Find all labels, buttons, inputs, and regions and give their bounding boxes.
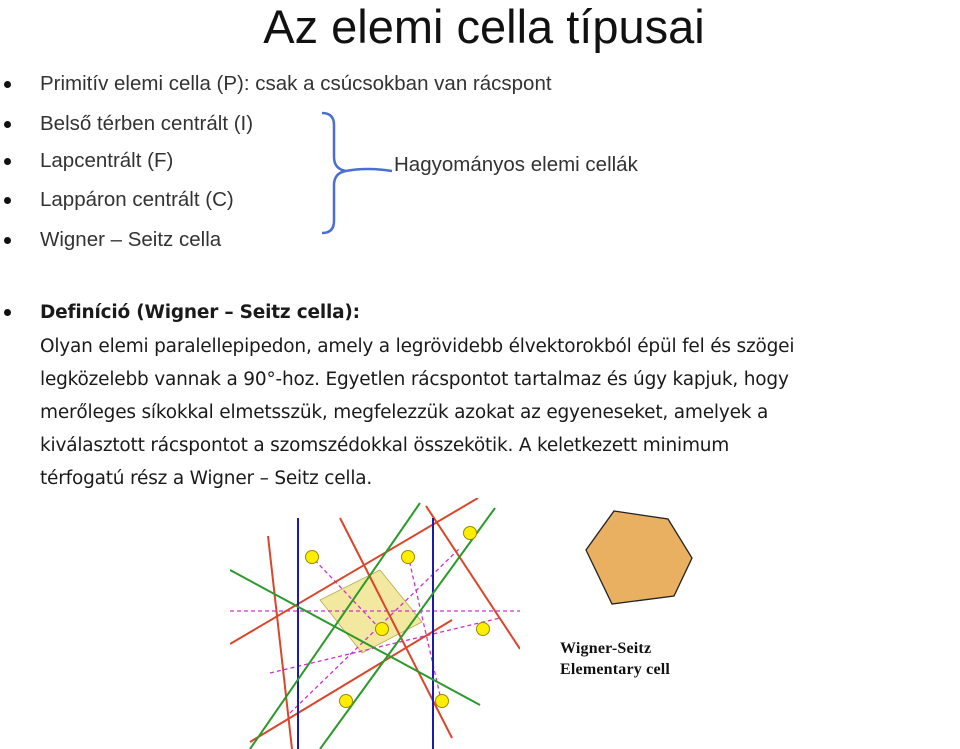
definition-line: Olyan elemi paralellepipedon, amely a legrövidebb élvektorokból épül fel és szögei [40,336,795,357]
lattice-point [464,527,477,540]
bullet-icon [4,237,11,244]
figure-label-title: Wigner-Seitz [560,640,652,657]
lattice-point [402,551,415,564]
bullet-icon [4,121,11,128]
figure-label-subtitle: Elementary cell [560,661,671,678]
definition-line: kiválasztott rácspontot a szomszédokkal összekötik. A keletkezett minimum [40,435,730,456]
page-title [0,0,960,54]
curly-brace-icon [318,111,398,236]
definition-line: merőleges síkokkal elmetsszük, megfelezzük azokat az egyeneseket, amelyek a [40,402,769,423]
lattice-point [306,551,319,564]
definition-line: térfogatú rész a Wigner – Seitz cella. [40,468,373,489]
lattice-point [477,623,490,636]
bullet-icon [4,309,11,316]
brace-label: Hagyományos elemi cellák [394,153,638,176]
definition-line: legközelebb vannak a 90°-hoz. Egyetlen rácspontot tartalmaz és úgy kapjuk, hogy [40,369,789,390]
list-item-label: Lapcentrált (F) [40,149,174,172]
wigner-seitz-construction-diagram [230,498,520,749]
list-item-label: Wigner – Seitz cella [40,228,222,251]
lattice-point [376,623,389,636]
wigner-seitz-hexagon-icon [578,508,696,608]
lattice-point [436,695,449,708]
page-title-text: Az elemi cella típusai [263,0,705,53]
lattice-point [340,695,353,708]
list-item-label: Belső térben centrált (I) [40,112,254,135]
list-item-label: Primitív elemi cella (P): csak a csúcsokban van rácspont [40,72,552,95]
bullet-icon [4,197,11,204]
definition-heading: Definíció (Wigner – Seitz cella): [40,302,360,323]
bullet-icon [4,158,11,165]
list-item-label: Lappáron centrált (C) [40,188,234,211]
bullet-icon [4,81,11,88]
